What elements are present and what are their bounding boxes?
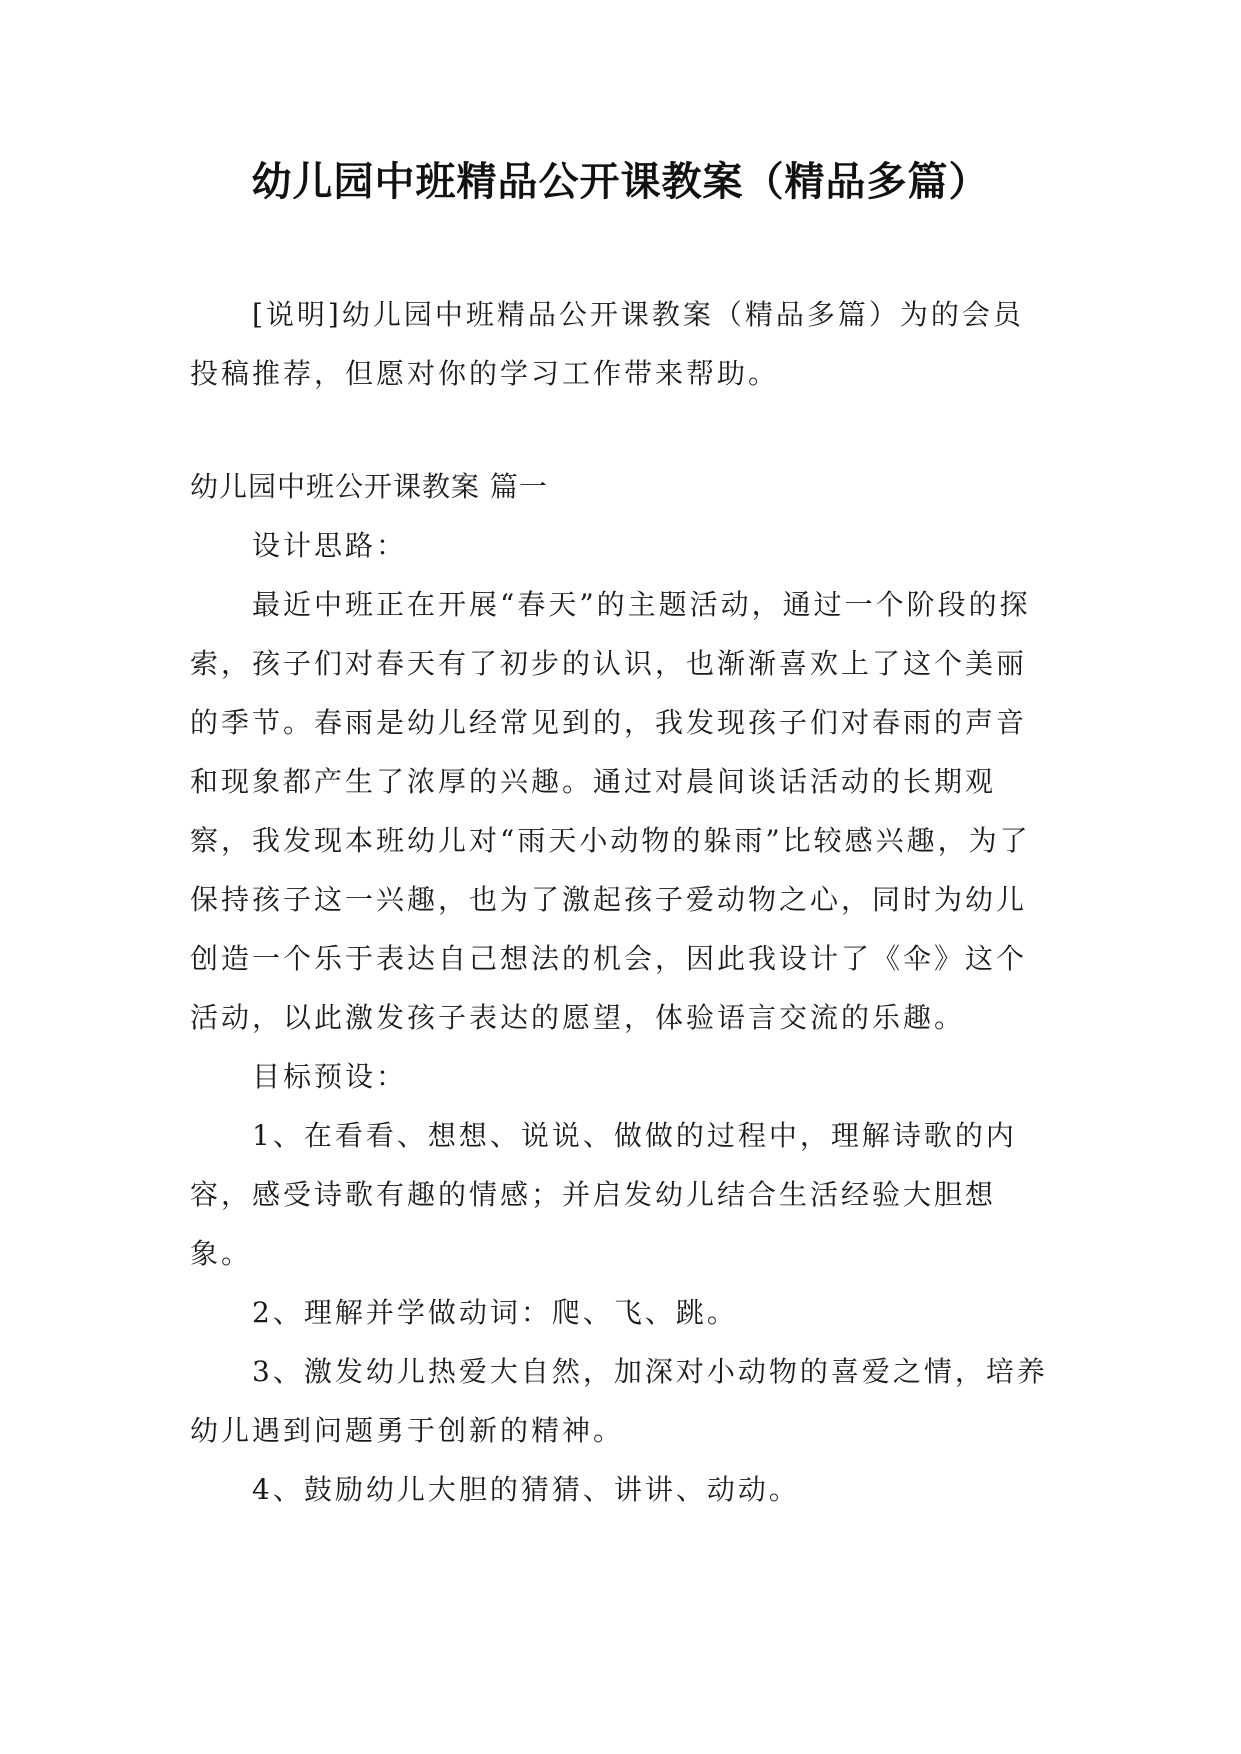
design-heading: 设计思路： [252,529,408,562]
goal-item-3: 3、激发幼儿热爱大自然，加深对小动物的喜爱之情，培养幼儿遇到问题勇于创新的精神。 [190,1355,1048,1447]
section-heading: 幼儿园中班公开课教案 篇一 [190,470,548,503]
document-body [190,285,1050,1519]
goal-item-4: 4、鼓励幼儿大胆的猜猜、讲讲、动动。 [252,1473,800,1506]
intro-paragraph: [说明]幼儿园中班精品公开课教案（精品多篇）为的会员投稿推荐，但愿对你的学习工作带来帮助。 [190,298,1024,390]
goal-item-2: 2、理解并学做动词：爬、飞、跳。 [252,1296,738,1329]
goal-item-1: 1、在看看、想想、说说、做做的过程中，理解诗歌的内容，感受诗歌有趣的情感；并启发幼儿结合生活经验大胆想象。 [190,1119,1017,1270]
design-paragraph: 最近中班正在开展“春天”的主题活动，通过一个阶段的探索，孩子们对春天有了初步的认识，也渐渐喜欢上了这个美丽的季节。春雨是幼儿经常见到的，我发现孩子们对春雨的声音和现象都产生了浓厚的兴趣。通过对晨间谈话活动的长期观察，我发现本班幼儿对“雨天小动物的躲雨”比较感兴趣，为了保持孩子这一兴趣，也为了激起孩子爱动物之心，同时为幼儿创造一个乐于表达自己想法的机会，因此我设计了《伞》这个活动，以此激发孩子表达的愿望，体验语言交流的乐趣。 [190,588,1031,1034]
goals-heading: 目标预设： [252,1060,408,1093]
document-title: 幼儿园中班精品公开课教案（精品多篇） [251,159,990,205]
